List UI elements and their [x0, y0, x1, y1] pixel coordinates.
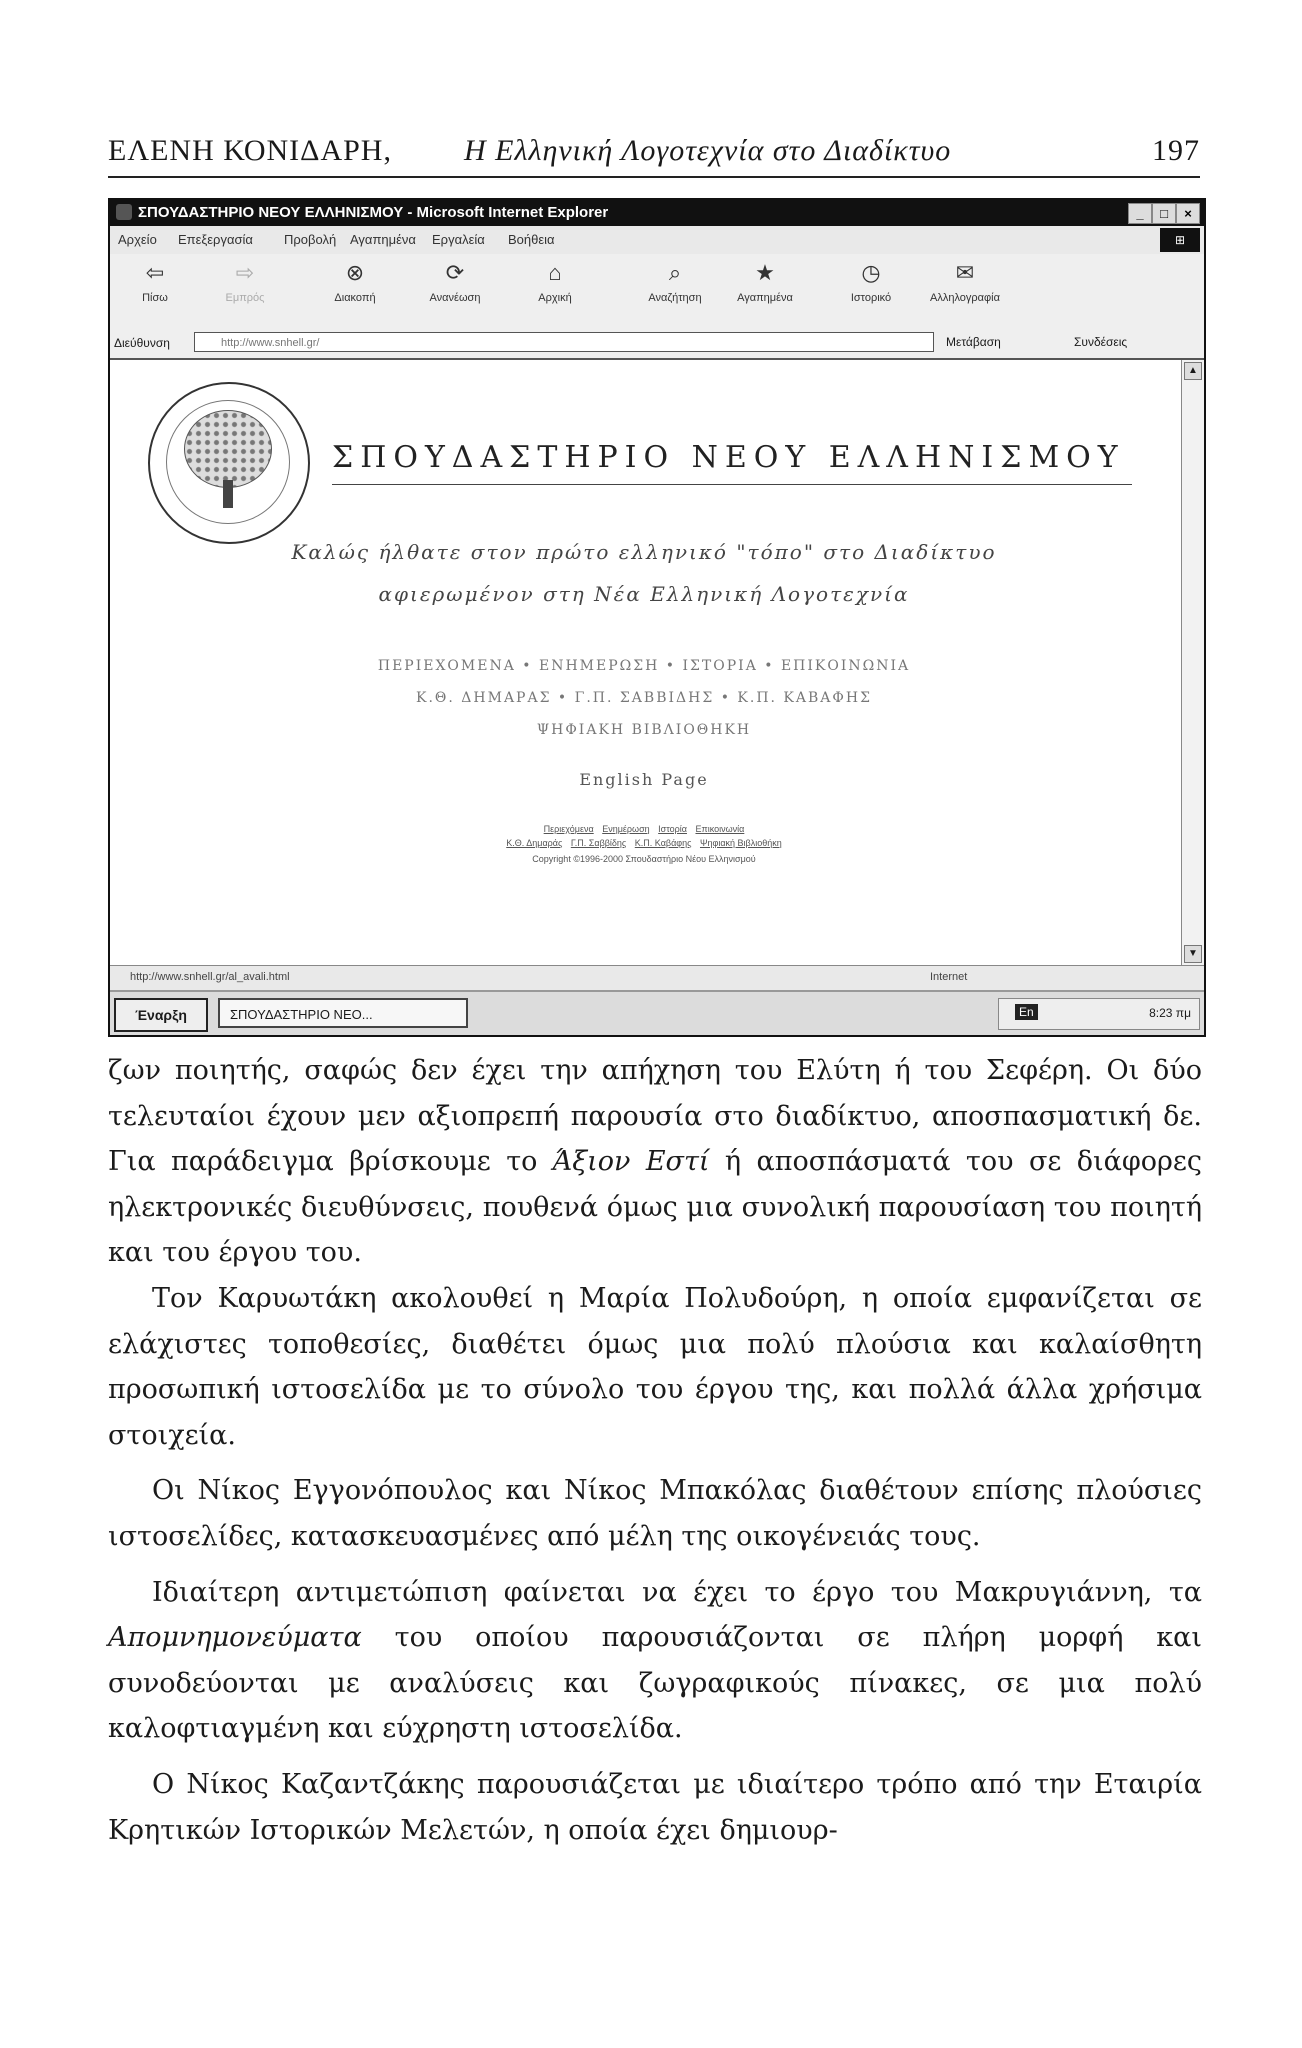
- window-title: ΣΠΟΥΔΑΣΤΗΡΙΟ ΝΕΟΥ ΕΛΛΗΝΙΣΜΟΥ - Microsoft Internet Explorer: [138, 204, 609, 221]
- scroll-down-icon[interactable]: ▼: [1184, 945, 1202, 963]
- header-author: ΕΛΕΝΗ ΚΟΝΙΔΑΡΗ,: [108, 134, 392, 167]
- ie-icon: [116, 204, 132, 220]
- menu-favorites[interactable]: Αγαπημένα: [350, 232, 416, 247]
- browser-toolbar: [110, 254, 1204, 329]
- footer-links-2: [110, 838, 1178, 848]
- go-button[interactable]: Μετάβαση: [946, 335, 1001, 349]
- status-url: http://www.snhell.gr/al_avali.html: [130, 971, 290, 983]
- menu-view[interactable]: Προβολή: [284, 232, 337, 247]
- clock: 8:23 πμ: [1149, 1006, 1191, 1020]
- footer-link[interactable]: Περιεχόμενα: [543, 824, 594, 834]
- footer-link[interactable]: Ιστορία: [658, 824, 687, 834]
- nav-links-3[interactable]: ΨΗΦΙΑΚΗ ΒΙΒΛΙΟΘΗΚΗ: [536, 722, 752, 738]
- paragraph-4: Ιδιαίτερη αντιμετώπιση φαίνεται να έχει το έργο του Μακρυγιάννη, τα Απομνημονεύματα του οποίου παρουσιάζονται σε πλήρη μορφή και συνοδεύονται με αναλύσεις και ζωγραφικούς πίνακες, σε μια πολύ καλοφτιαγμένη και εύχρηστη ιστοσελίδα.: [108, 1576, 1202, 1745]
- address-input[interactable]: http://www.snhell.gr/: [194, 332, 934, 352]
- system-tray: [998, 998, 1200, 1030]
- forward-arrow-icon: ⇨: [235, 260, 255, 285]
- close-icon[interactable]: ×: [1176, 203, 1200, 224]
- scroll-up-icon[interactable]: ▲: [1184, 362, 1202, 380]
- stop-icon: ⊗: [345, 260, 365, 285]
- menu-tools[interactable]: Εργαλεία: [432, 232, 485, 247]
- vertical-scrollbar[interactable]: [1181, 360, 1204, 965]
- english-page-link[interactable]: English Page: [579, 770, 709, 789]
- home-icon: ⌂: [548, 260, 562, 285]
- address-label: Διεύθυνση: [114, 336, 170, 350]
- favorites-button[interactable]: ★ Αγαπημένα: [737, 260, 793, 304]
- footer-link[interactable]: Γ.Π. Σαββίδης: [570, 838, 627, 848]
- home-button[interactable]: ⌂ Αρχική: [538, 260, 572, 304]
- welcome-line-1: Καλώς ήλθατε στον πρώτο ελληνικό "τόπο" στο Διαδίκτυο: [291, 540, 997, 564]
- back-button[interactable]: ⇦ Πίσω: [142, 260, 168, 304]
- page-number: 197: [1152, 134, 1200, 167]
- menu-bar: [110, 226, 1204, 254]
- window-titlebar: [110, 200, 1204, 226]
- search-icon: ⌕: [668, 260, 682, 285]
- title-rule: [332, 484, 1132, 485]
- nav-links-2[interactable]: Κ.Θ. ΔΗΜΑΡΑΣ • Γ.Π. ΣΑΒΒΙΔΗΣ • Κ.Π. ΚΑΒΑΦΗΣ: [416, 690, 872, 706]
- nav-links-1[interactable]: ΠΕΡΙΕΧΟΜΕΝΑ • ΕΝΗΜΕΡΩΣΗ • ΙΣΤΟΡΙΑ • ΕΠΙΚΟΙΝΩΝΙΑ: [377, 658, 911, 674]
- web-page-content: [110, 360, 1178, 965]
- browser-screenshot: [108, 198, 1206, 1037]
- footer-link[interactable]: Κ.Π. Καβάφης: [634, 838, 692, 848]
- taskbar-window-button[interactable]: ΣΠΟΥΔΑΣΤΗΡΙΟ ΝΕΟ...: [218, 998, 468, 1028]
- footer-link[interactable]: Ενημέρωση: [602, 824, 650, 834]
- status-zone: Internet: [930, 971, 968, 983]
- olive-tree-icon: [184, 410, 272, 488]
- search-button[interactable]: ⌕ Αναζήτηση: [648, 260, 702, 304]
- paragraph-3: Οι Νίκος Εγγονόπουλος και Νίκος Μπακόλας διαθέτουν επίσης πλούσιες ιστοσελίδες, κατασκευασμένες από μέλη της οικογένειάς τους.: [108, 1475, 1202, 1552]
- windows-logo-icon: ⊞: [1160, 228, 1200, 252]
- language-indicator[interactable]: En: [1015, 1004, 1038, 1020]
- body-text: [108, 1048, 1202, 1853]
- windows-taskbar: [110, 990, 1204, 1037]
- copyright: Copyright ©1996-2000 Σπουδαστήριο Νέου Ελληνισμού: [532, 854, 756, 864]
- header-title: Η Ελληνική Λογοτεχνία στο Διαδίκτυο: [464, 134, 952, 167]
- paragraph-5: Ο Νίκος Καζαντζάκης παρουσιάζεται με ιδιαίτερο τρόπο από την Εταιρία Κρητικών Ιστορικών Μελετών, η οποία έχει δημιουρ-: [108, 1768, 1202, 1846]
- site-title: ΣΠΟΥΔΑΣΤΗΡΙΟ ΝΕΟΥ ΕΛΛΗΝΙΣΜΟΥ: [332, 440, 1125, 475]
- menu-help[interactable]: Βοήθεια: [508, 232, 555, 247]
- refresh-button[interactable]: ⟳ Ανανέωση: [429, 260, 481, 304]
- welcome-line-2: αφιερωμένον στη Νέα Ελληνική Λογοτεχνία: [378, 582, 910, 606]
- paragraph-1: ζων ποιητής, σαφώς δεν έχει την απήχηση του Ελύτη ή του Σεφέρη. Οι δύο τελευταίοι έχουν μεν αξιοπρεπή παρουσία στο διαδίκτυο, αποσπασματική δε. Για παράδειγμα βρίσκουμε το Άξιον Εστί ή αποσπάσματά του σε διάφορες ηλεκτρονικές διευθύνσεις, πουθενά όμως μια συνολική παρουσίαση του ποιητή και του έργου του.: [108, 1055, 1202, 1269]
- history-icon: ◷: [861, 260, 881, 285]
- menu-edit[interactable]: Επεξεργασία: [178, 232, 253, 247]
- running-header: [108, 130, 1200, 178]
- footer-link[interactable]: Επικοινωνία: [695, 824, 745, 834]
- footer-link[interactable]: Ψηφιακή Βιβλιοθήκη: [699, 838, 782, 848]
- site-seal-logo: [148, 382, 310, 544]
- footer-link[interactable]: Κ.Θ. Δημαράς: [506, 838, 563, 848]
- history-button[interactable]: ◷ Ιστορικό: [850, 260, 892, 304]
- address-bar: [110, 328, 1204, 360]
- back-arrow-icon: ⇦: [145, 260, 165, 285]
- refresh-icon: ⟳: [445, 260, 465, 285]
- status-bar: [110, 965, 1204, 990]
- footer-links-1: [110, 824, 1178, 834]
- menu-file[interactable]: Αρχείο: [118, 232, 157, 247]
- paragraph-2: Τον Καρυωτάκη ακολουθεί η Μαρία Πολυδούρη, η οποία εμφανίζεται σε ελάχιστες τοποθεσίες, διαθέτει όμως μια πολύ πλούσια και καλαίσθητη προσωπική ιστοσελίδα με το σύνολο του έργου της, και πολλά άλλα χρήσιμα στοιχεία.: [108, 1282, 1202, 1451]
- mail-icon: ✉: [955, 260, 975, 285]
- forward-button[interactable]: ⇨ Εμπρός: [225, 260, 265, 304]
- maximize-icon[interactable]: □: [1152, 203, 1176, 224]
- links-button[interactable]: Συνδέσεις: [1074, 335, 1128, 349]
- start-button[interactable]: Έναρξη: [114, 998, 208, 1032]
- stop-button[interactable]: ⊗ Διακοπή: [334, 260, 376, 304]
- favorites-icon: ★: [755, 260, 775, 285]
- minimize-icon[interactable]: _: [1128, 203, 1152, 224]
- mail-button[interactable]: ✉ Αλληλογραφία: [930, 260, 1000, 304]
